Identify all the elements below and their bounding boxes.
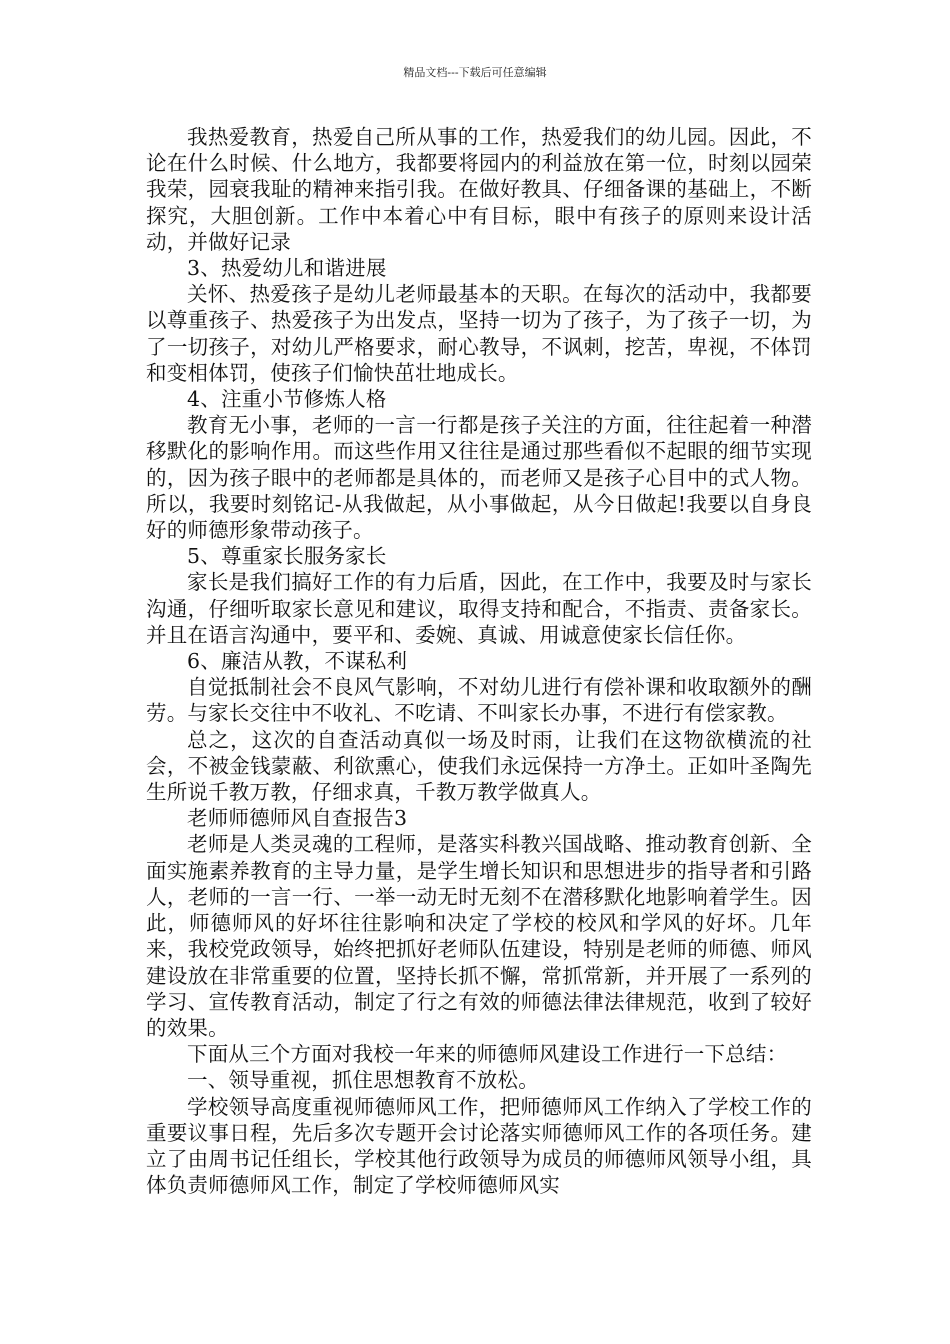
paragraph-integrity: 自觉抵制社会不良风气影响，不对幼儿进行有偿补课和收取额外的酬劳。与家长交往中不收礼、不吃请、不叫家长办事，不进行有偿家教。 [146,675,812,726]
paragraph-parents: 家长是我们搞好工作的有力后盾，因此，在工作中，我要及时与家长沟通，仔细听取家长意见和建议，取得支持和配合，不指责、责备家长。并且在语言沟通中，要平和、委婉、真诚、用诚意使家长信任你。 [146,570,812,647]
paragraph-summary: 总之，这次的自查活动真似一场及时雨，让我们在这物欲横流的社会，不被金钱蒙蔽、利欲熏心，使我们永远保持一方净土。正如叶圣陶先生所说千教万教，仔细求真，千教万教学做真人。 [146,727,812,805]
report-title-3: 老师师德师风自查报告3 [187,806,408,831]
paragraph-details: 教育无小事，老师的一言一行都是孩子关注的方面，往往起着一种潜移默化的影响作用。而这些作用又往往是通过那些看似不起眼的细节实现的，因为孩子眼中的老师都是具体的，而老师又是孩子心目中的式人物。所以，我要时刻铭记-从我做起，从小事做起，从今日做起!我要以自身良好的师德形象带动孩子。 [146,413,812,543]
section-heading-6: 6、廉洁从教，不谋私利 [187,649,408,674]
section-heading-3: 3、热爱幼儿和谐进展 [187,256,387,281]
document-body [146,124,812,1198]
section-heading-one: 一、领导重视，抓住思想教育不放松。 [187,1068,539,1093]
paragraph-leadership: 学校领导高度重视师德师风工作，把师德师风工作纳入了学校工作的重要议事日程，先后多次专题开会讨论落实师德师风工作的各项任务。建立了由周书记任组长，学校其他行政领导为成员的师德师风领导小组，具体负责师德师风工作，制定了学校师德师风实 [146,1094,812,1198]
header-note: 精品文档---下载后可任意编辑 [403,66,547,79]
paragraph-love-education: 我热爱教育，热爱自己所从事的工作，热爱我们的幼儿园。因此，不论在什么时候、什么地方，我都要将园内的利益放在第一位，时刻以园荣我荣，园衰我耻的精神来指引我。在做好教具、仔细备课的基础上，不断探究，大胆创新。工作中本着心中有目标，眼中有孩子的原则来设计活动，并做好记录 [146,125,812,254]
paragraph-care-children: 关怀、热爱孩子是幼儿老师最基本的天职。在每次的活动中，我都要以尊重孩子、热爱孩子为出发点，坚持一切为了孩子，为了孩子一切，为了一切孩子，对幼儿严格要求，耐心教导，不讽刺，挖苦，卑视，不体罚和变相体罚，使孩子们愉快茁壮地成长。 [146,282,812,385]
section-heading-4: 4、注重小节修炼人格 [187,387,387,412]
paragraph-teacher-role: 老师是人类灵魂的工程师，是落实科教兴国战略、推动教育创新、全面实施素养教育的主导力量，是学生增长知识和思想进步的指导者和引路人，老师的一言一行、一举一动无时无刻不在潜移默化地影响着学生。因此，师德师风的好坏往往影响和决定了学校的校风和学风的好坏。几年来，我校党政领导，始终把抓好老师队伍建设，特别是老师的师德、师风建设放在非常重要的位置，坚持长抓不懈，常抓常新，并开展了一系列的学习、宣传教育活动，制定了行之有效的师德法律法律规范，收到了较好的效果。 [146,832,812,1040]
paragraph-summary-intro: 下面从三个方面对我校一年来的师德师风建设工作进行一下总结： [187,1042,788,1067]
section-heading-5: 5、尊重家长服务家长 [187,544,387,569]
